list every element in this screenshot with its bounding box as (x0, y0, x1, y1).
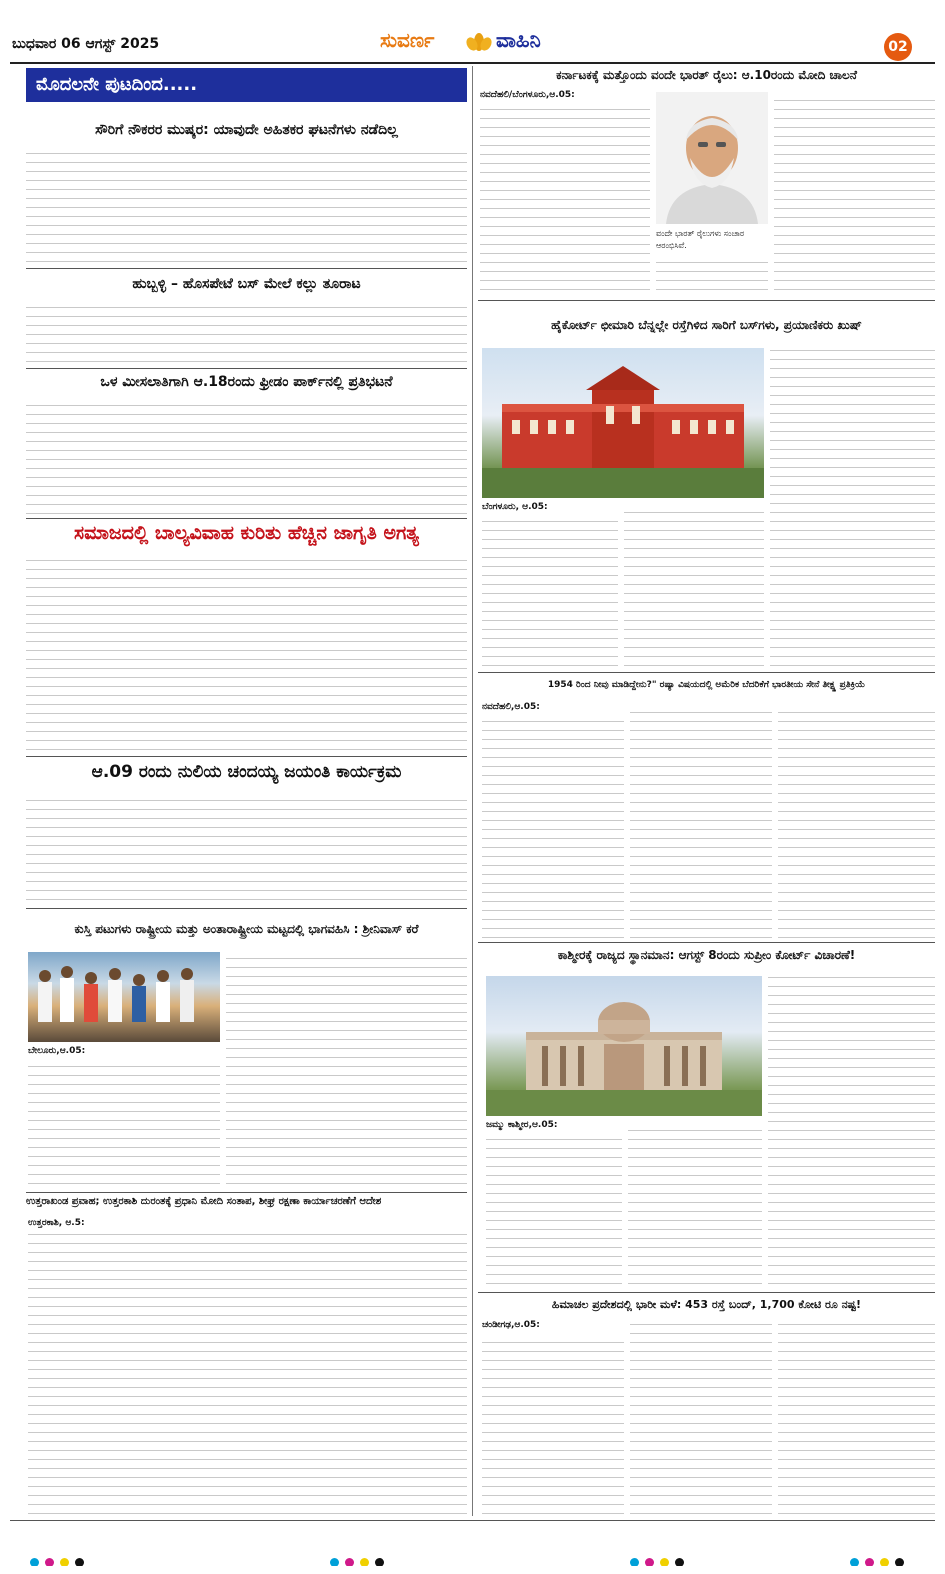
dateline-high-court: ಬೆಂಗಳೂರು, ಆ.05: (482, 502, 548, 512)
modi-photo (656, 92, 768, 224)
article-divider (478, 300, 935, 301)
article-body-high-court-2 (624, 504, 764, 666)
article-divider (26, 268, 467, 269)
headline-uttarakhand-floods: ಉತ್ತರಾಖಂಡ ಪ್ರವಾಹ; ಉತ್ತರಕಾಶಿ ದುರಂತಕ್ಕೆ ಪ್ರಧಾನಿ ಮೋದಿ ಸಂತಾಪ, ಶೀಘ್ರ ರಕ್ಷಣಾ ಕಾರ್ಯಾಚರಣೆಗೆ ಆದೇಶ (26, 1196, 382, 1207)
dateline-wrestling: ಬೇಲೂರು,ಆ.05: (28, 1046, 86, 1056)
headline-vande-bharat: ಕರ್ನಾಟಕಕ್ಕೆ ಮತ್ತೊಂದು ವಂದೇ ಭಾರತ್ ರೈಲು: ಆ.10ರಂದು ಮೋದಿ ಚಾಲನೆ (556, 68, 857, 82)
article-body-kashmir-2 (628, 1122, 762, 1284)
dateline-vande-bharat: ನವದೆಹಲಿ/ಬೆಂಗಳೂರು,ಆ.05: (480, 90, 575, 100)
issue-date: ಬುಧವಾರ 06 ಆಗಸ್ಟ್ 2025 (12, 36, 160, 52)
article-body-kashmir-1 (486, 1134, 622, 1284)
masthead-logo (380, 26, 580, 58)
kashmir-photo-caption: ಜಮ್ಮು ಕಾಶ್ಮೀರ,ಆ.05: (486, 1120, 558, 1130)
headline-wrestlers: ಕುಸ್ತಿ ಪಟುಗಳು ರಾಷ್ಟ್ರೀಯ ಮತ್ತು ಅಂತಾರಾಷ್ಟ್ರೀಯ ಮಟ್ಟದಲ್ಲಿ ಭಾಗವಹಿಸಿ : ಶ್ರೀನಿವಾಸ್ ಕರೆ (74, 922, 419, 936)
article-divider (26, 368, 467, 369)
article-body-reservation-protest (26, 402, 467, 514)
section-banner (26, 68, 467, 102)
article-body-child-marriage (26, 556, 467, 750)
print-registration-marks (30, 1552, 915, 1566)
article-divider (26, 908, 467, 909)
headline-transport-strike: ಸೌರಿಗೆ ನೌಕರರ ಮುಷ್ಕರ: ಯಾವುದೇ ಅಹಿತಕರ ಘಟನೆಗಳು ನಡೆದಿಲ್ಲ (95, 122, 398, 138)
page-number-badge (884, 33, 912, 61)
article-body-chandayya-jayanti (26, 796, 467, 900)
headline-high-court-buses: ಹೈಕೋರ್ಟ್ ಛೀಮಾರಿ ಬೆನ್ನಲ್ಲೇ ರಸ್ತೆಗಿಳಿದ ಸಾರಿಗೆ ಬಸ್‌ಗಳು, ಪ್ರಯಾಣಿಕರು ಖುಷ್ (551, 318, 862, 332)
article-body-army-2 (630, 704, 772, 938)
article-divider (26, 1192, 467, 1193)
article-body-uttarakhand (28, 1232, 467, 1514)
dateline-himachal: ಚಂಡೀಗಢ,ಆ.05: (482, 1320, 540, 1330)
section-banner-text: ಮೊದಲನೇ ಪುಟದಿಂದ..... (36, 74, 198, 95)
article-body-wrestlers-right (226, 952, 467, 1184)
article-divider (478, 672, 935, 673)
footer-rule (10, 1520, 935, 1521)
article-body-army-3 (778, 704, 935, 938)
article-body-himachal-2 (630, 1322, 772, 1514)
logo-word-right: ವಾಹಿನಿ (496, 28, 541, 52)
article-body-vande-bharat-2 (656, 262, 768, 290)
article-body-himachal-1 (482, 1334, 624, 1514)
article-body-high-court-1 (482, 516, 618, 666)
modi-photo-caption: ವಂದೇ ಭಾರತ್ ರೈಲುಗಳು ಸಂಚಾರ ಆರಂಭಿಸಿವೆ. (656, 229, 745, 250)
lotus-emblem-icon (466, 30, 492, 56)
dateline-army: ನವದೆಹಲಿ,ಆ.05: (482, 702, 540, 712)
page-number: 02 (888, 39, 908, 55)
headline-bus-stone-pelting: ಹುಬ್ಬಳ್ಳಿ – ಹೊಸಪೇಟೆ ಬಸ್ ಮೇಲೆ ಕಲ್ಲು ತೂರಾಟ (132, 276, 361, 292)
masthead-rule (10, 62, 935, 64)
article-body-vande-bharat-3 (774, 92, 935, 290)
article-body-vande-bharat-1 (480, 104, 650, 290)
article-body-transport-strike (26, 148, 467, 262)
wrestling-photo (28, 952, 220, 1042)
article-body-kashmir-3 (768, 976, 935, 1284)
article-body-himachal-3 (778, 1322, 935, 1514)
dateline-uttarkashi: ಉತ್ತರಕಾಶಿ, ಆ.5: (28, 1218, 85, 1228)
article-body-high-court-3 (770, 348, 935, 666)
article-body-bus-stone-pelting (26, 302, 467, 362)
headline-himachal-rain: ಹಿಮಾಚಲ ಪ್ರದೇಶದಲ್ಲಿ ಭಾರೀ ಮಳೆ: 453 ರಸ್ತೆ ಬಂದ್, 1,700 ಕೋಟಿ ರೂ ನಷ್ಟ! (551, 1298, 862, 1311)
masthead (0, 0, 945, 64)
article-divider (26, 518, 467, 519)
article-body-army-1 (482, 716, 624, 938)
headline-kashmir-statehood: ಕಾಶ್ಮೀರಕ್ಕೆ ರಾಜ್ಯದ ಸ್ಥಾನಮಾನ: ಆಗಸ್ಟ್ 8ರಂದು ಸುಪ್ರೀಂ ಕೋರ್ಟ್ ವಿಚಾರಣೆ! (557, 948, 856, 962)
article-divider (26, 756, 467, 757)
article-divider (478, 1292, 935, 1293)
headline-army-response: 1954 ರಿಂದ ನೀವು ಮಾಡಿದ್ದೇನು?" ರಷ್ಯಾ ವಿಷಯದಲ್ಲಿ ಅಮೆರಿಕ ಬೆದರಿಕೆಗೆ ಭಾರತೀಯ ಸೇನೆ ತೀಕ್ಷ್ಣ ಪ್ರತಿಕ್ರಿಯೆ (547, 680, 866, 690)
headline-child-marriage: ಸಮಾಜದಲ್ಲಿ ಬಾಲ್ಯವಿವಾಹ ಕುರಿತು ಹೆಚ್ಚಿನ ಜಾಗೃತಿ ಅಗತ್ಯ (74, 522, 419, 544)
logo-word-left: ಸುವರ್ಣ (380, 28, 435, 52)
headline-reservation-protest: ಒಳ ಮೀಸಲಾತಿಗಾಗಿ ಆ.18ರಂದು ಫ್ರೀಡಂ ಪಾರ್ಕ್‌ನಲ್ಲಿ ಪ್ರತಿಭಟನೆ (100, 374, 393, 390)
column-divider (472, 66, 473, 1516)
headline-chandayya-jayanti: ಆ.09 ರಂದು ನುಲಿಯ ಚಂದಯ್ಯ ಜಯಂತಿ ಕಾರ್ಯಕ್ರಮ (91, 762, 402, 782)
high-court-photo (482, 348, 764, 498)
article-divider (478, 942, 935, 943)
article-body-wrestlers-left (28, 1060, 220, 1184)
supreme-court-photo (486, 976, 762, 1116)
